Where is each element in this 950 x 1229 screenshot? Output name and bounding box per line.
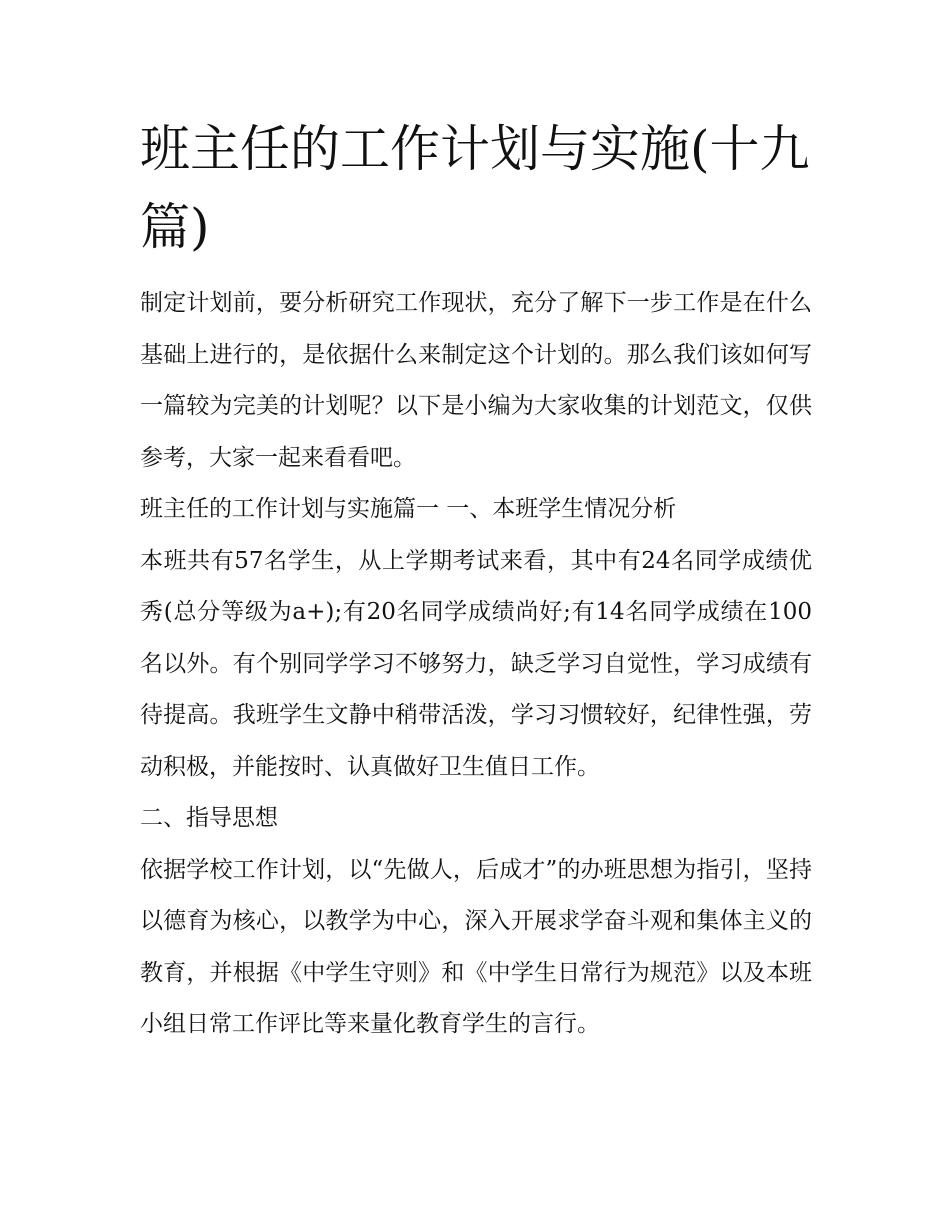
section-heading-guiding-ideology: 二、指导思想 (140, 805, 278, 831)
document-page (140, 110, 812, 1051)
section-heading-class-analysis: 班主任的工作计划与实施篇一 一、本班学生情况分析 (140, 496, 677, 522)
class-analysis-paragraph: 本班共有57名学生，从上学期考试来看，其中有24名同学成绩优秀(总分等级为a+);有20名同学成绩尚好;有14名同学成绩在100名以外。有个别同学学习不够努力，缺乏学习自觉性，学习成绩有待提高。我班学生文静中稍带活泼，学习习惯较好，纪律性强，劳动积极，并能按时、认真做好卫生值日工作。 (140, 547, 812, 780)
document-title: 班主任的工作计划与实施(十九篇) (140, 120, 810, 256)
guiding-ideology-paragraph: 依据学校工作计划，以“先做人，后成才”的办班思想为指引，坚持以德育为核心，以教学为中心，深入开展求学奋斗观和集体主义的教育，并根据《中学生守则》和《中学生日常行为规范》以及本班小组日常工作评比等来量化教育学生的言行。 (140, 856, 812, 1037)
intro-paragraph: 制定计划前，要分析研究工作现状，充分了解下一步工作是在什么基础上进行的，是依据什么来制定这个计划的。那么我们该如何写一篇较为完美的计划呢？以下是小编为大家收集的计划范文，仅供参考，大家一起来看看吧。 (140, 290, 812, 471)
